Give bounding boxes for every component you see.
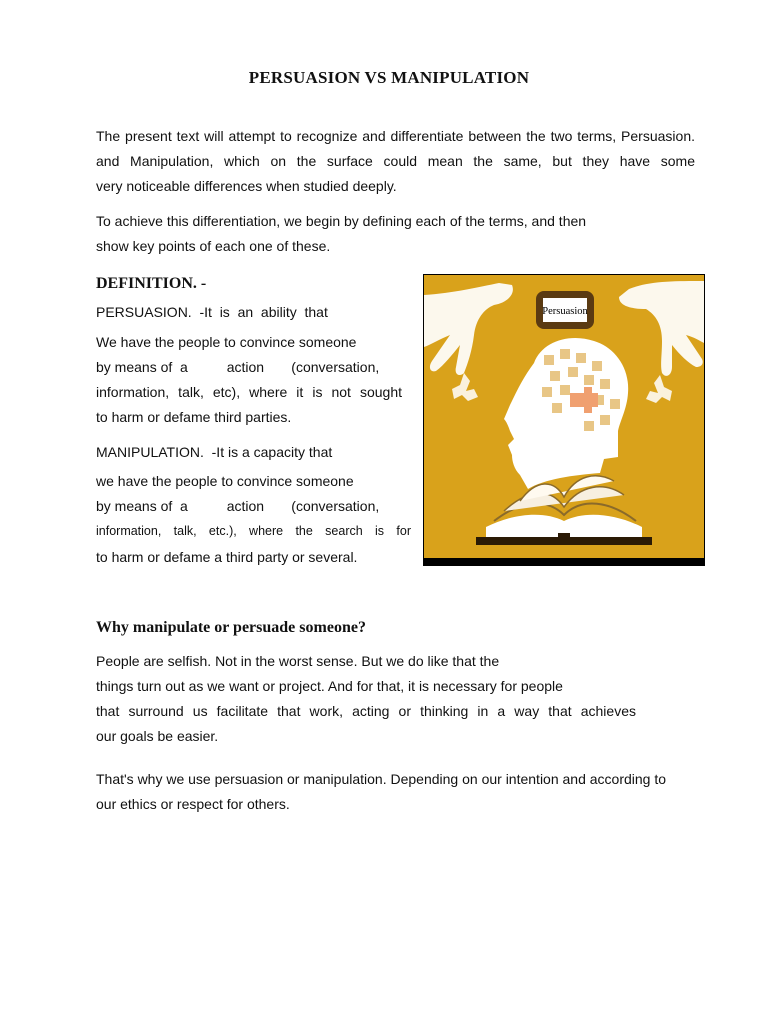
manipulation-definition-line: we have the people to convince someone	[96, 473, 354, 489]
persuasion-definition-line: We have the people to convince someone	[96, 334, 357, 350]
document-title: PERSUASION VS MANIPULATION	[248, 68, 530, 87]
why-paragraph-line: People are selfish. Not in the worst sense. But we do like that the	[96, 653, 500, 669]
manipulation-definition-line: information, talk, etc.), where the search is for	[96, 524, 411, 538]
persuasion-sign-label: Persuasion	[542, 306, 588, 317]
why-paragraph-line: things turn out as we want or project. And for that, it is necessary for people	[96, 678, 563, 694]
persuasion-definition-line: by means of a action (conversation,	[96, 359, 380, 375]
persuasion-illustration	[423, 274, 705, 566]
persuasion-definition-line: information, talk, etc), where it is not sought	[96, 384, 402, 400]
persuasion-definition-line: PERSUASION. -It is an ability that	[96, 304, 328, 320]
intro-line: The present text will attempt to recognize and differentiate between the two terms, Persuasion.	[96, 128, 695, 144]
persuasion-definition-line: to harm or defame third parties.	[96, 409, 292, 425]
definition-heading: DEFINITION. -	[96, 275, 207, 292]
intro-line: and Manipulation, which on the surface could mean the same, but they have some	[96, 153, 695, 169]
why-paragraph-line: That's why we use persuasion or manipulation. Depending on our intention and according to	[96, 771, 667, 787]
why-paragraph-line: that surround us facilitate that work, acting or thinking in a way that achieves	[96, 703, 636, 719]
manipulation-definition-line: to harm or defame a third party or several.	[96, 549, 358, 565]
intro-line: To achieve this differentiation, we begin by defining each of the terms, and then	[96, 213, 587, 229]
manipulation-definition-line: by means of a action (conversation,	[96, 498, 380, 514]
head-puzzle-book-icon	[424, 275, 704, 558]
intro-line: show key points of each one of these.	[96, 238, 331, 254]
why-paragraph-line: our goals be easier.	[96, 728, 219, 744]
why-paragraph-line: our ethics or respect for others.	[96, 796, 290, 812]
manipulation-definition-line: MANIPULATION. -It is a capacity that	[96, 444, 333, 460]
why-heading: Why manipulate or persuade someone?	[96, 619, 366, 636]
intro-line: very noticeable differences when studied deeply.	[96, 178, 397, 194]
